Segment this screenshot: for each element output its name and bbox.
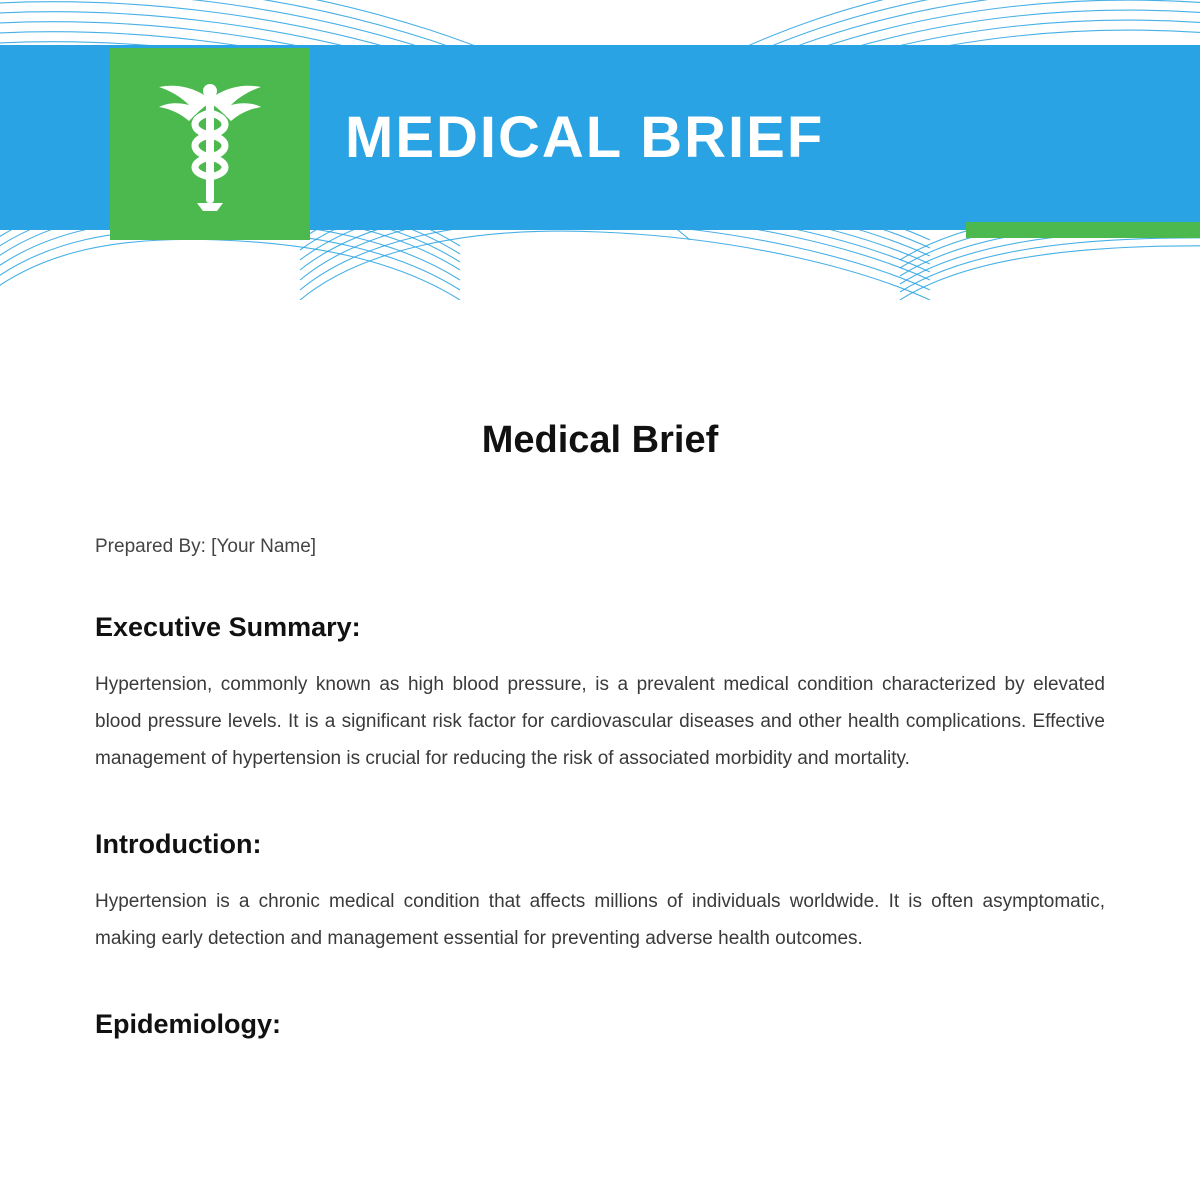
section-epidemiology (95, 1007, 1105, 1041)
section-heading: Executive Summary: (95, 612, 361, 642)
section-heading: Introduction: (95, 829, 262, 859)
section-executive-summary (95, 610, 1105, 777)
section-body: Hypertension is a chronic medical condition that affects millions of individuals worldwide. It is often asymptomatic, making early detection and management essential for preventing adverse health outcomes. (95, 891, 1105, 949)
header-title: MEDICAL BRIEF (345, 105, 825, 170)
page-title: Medical Brief (481, 419, 719, 461)
section-heading: Epidemiology: (95, 1009, 282, 1039)
logo-block (110, 48, 310, 240)
section-introduction (95, 827, 1105, 957)
section-body: Hypertension, commonly known as high blood pressure, is a prevalent medical condition characterized by elevated blood pressure levels. It is a significant risk factor for cardiovascular diseases and other health complications. Effective management of hypertension is crucial for reducing the risk of associated morbidity and mortality. (95, 674, 1105, 769)
prepared-by-line: Prepared By: [Your Name] (95, 536, 317, 557)
document-header (0, 0, 1200, 300)
document-body (0, 418, 1200, 1041)
header-green-accent-bar (966, 222, 1200, 238)
caduceus-icon (151, 69, 269, 219)
